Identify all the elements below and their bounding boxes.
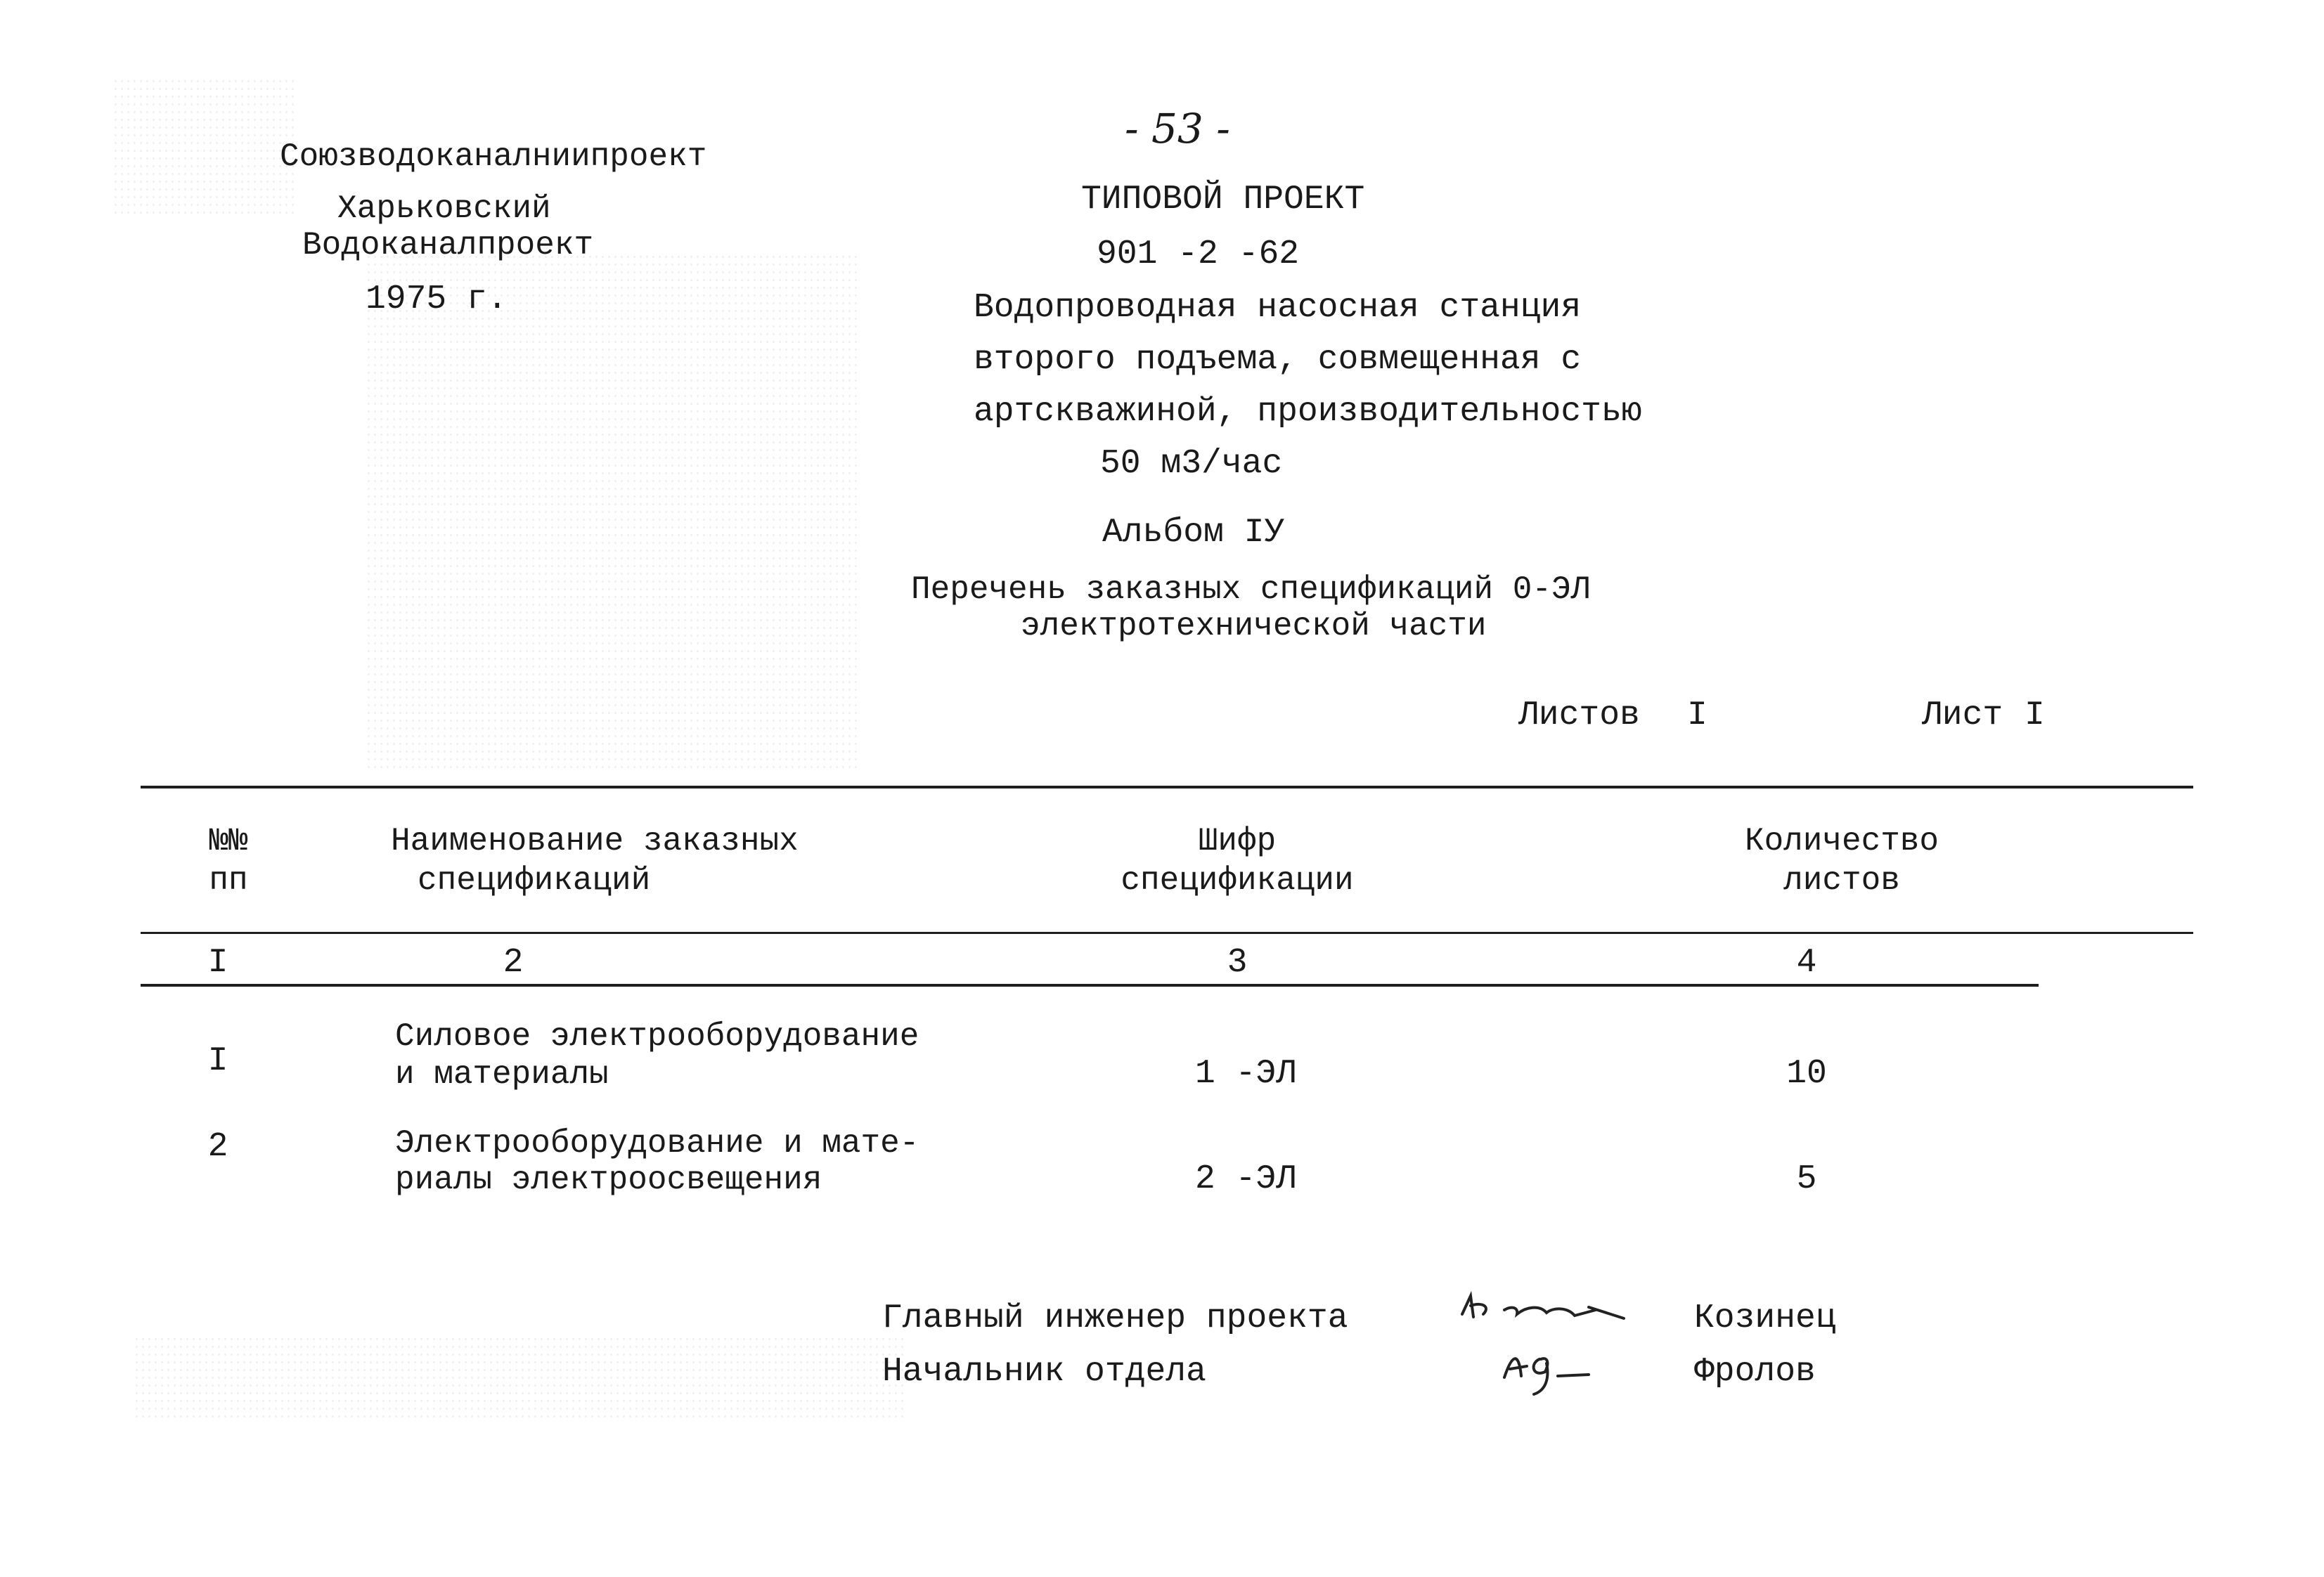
org-institute: Водоканалпроект [302,227,594,264]
scan-noise-left [112,77,295,218]
header-qty-line1: Количество [1744,823,1939,859]
project-title-line2: второго подъема, совмещенная с [974,341,1582,379]
header-code-line2: спецификации [1121,862,1354,899]
row-1-name-line2: и материалы [395,1056,609,1093]
sheets-total-value: I [1687,696,1708,734]
row-2-name-line1: Электрооборудование и мате- [395,1125,919,1162]
project-code: 901 -2 -62 [1097,235,1300,273]
scan-noise-center [366,253,858,773]
header-num-line1: №№ [209,823,248,859]
project-title-line1: Водопроводная насосная станция [974,289,1582,327]
row-2-name-line2: риалы электроосвещения [395,1162,822,1198]
org-year: 1975 г. [366,280,508,318]
header-code-line1: Шифр [1198,823,1277,859]
row-1-qty: 10 [1786,1055,1827,1093]
org-city: Харьковский [337,190,551,227]
header-num-line2: пп [209,862,248,899]
department-head-signature [1490,1335,1617,1398]
project-capacity: 50 м3/час [1100,445,1283,483]
table-top-rule [141,786,2193,788]
row-2-code: 2 -ЭЛ [1195,1160,1297,1198]
chief-engineer-signature [1455,1286,1638,1335]
list-title-line1: Перечень заказных спецификаций 0-ЭЛ [911,571,1591,608]
chief-engineer-role: Главный инженер проекта [882,1299,1348,1337]
sheets-total-label: Листов [1518,696,1640,734]
project-title-line3: артскважиной, производительностью [974,393,1642,431]
table-header-rule [141,932,2193,934]
sheet-value: I [2025,696,2045,734]
scan-noise-bottom [134,1335,907,1420]
org-name: Союзводоканалниипроект [280,138,707,175]
row-2-num: 2 [207,1128,228,1166]
row-1-code: 1 -ЭЛ [1195,1055,1297,1093]
department-head-name: Фролов [1694,1353,1816,1391]
project-label: ТИПОВОЙ ПРОЕКТ [1081,181,1365,219]
column-number-1: I [207,944,228,982]
row-1-num: I [207,1042,228,1080]
album-number: Альбом IУ [1102,514,1285,552]
header-name-line2: спецификаций [418,862,651,899]
row-1-name-line1: Силовое электрооборудование [395,1018,919,1055]
column-number-3: 3 [1227,944,1248,982]
row-2-qty: 5 [1796,1160,1817,1198]
table-colnum-rule [141,984,2039,987]
header-name-line1: Наименование заказных [391,823,799,859]
page-number: - 53 - [1125,105,1230,152]
list-title-line2: электротехнической части [1021,608,1487,644]
department-head-role: Начальник отдела [882,1353,1206,1391]
chief-engineer-name: Козинец [1694,1299,1836,1337]
column-number-4: 4 [1796,944,1817,982]
header-qty-line2: листов [1783,862,1900,899]
column-number-2: 2 [503,944,524,982]
sheet-label: Лист [1922,696,2003,734]
